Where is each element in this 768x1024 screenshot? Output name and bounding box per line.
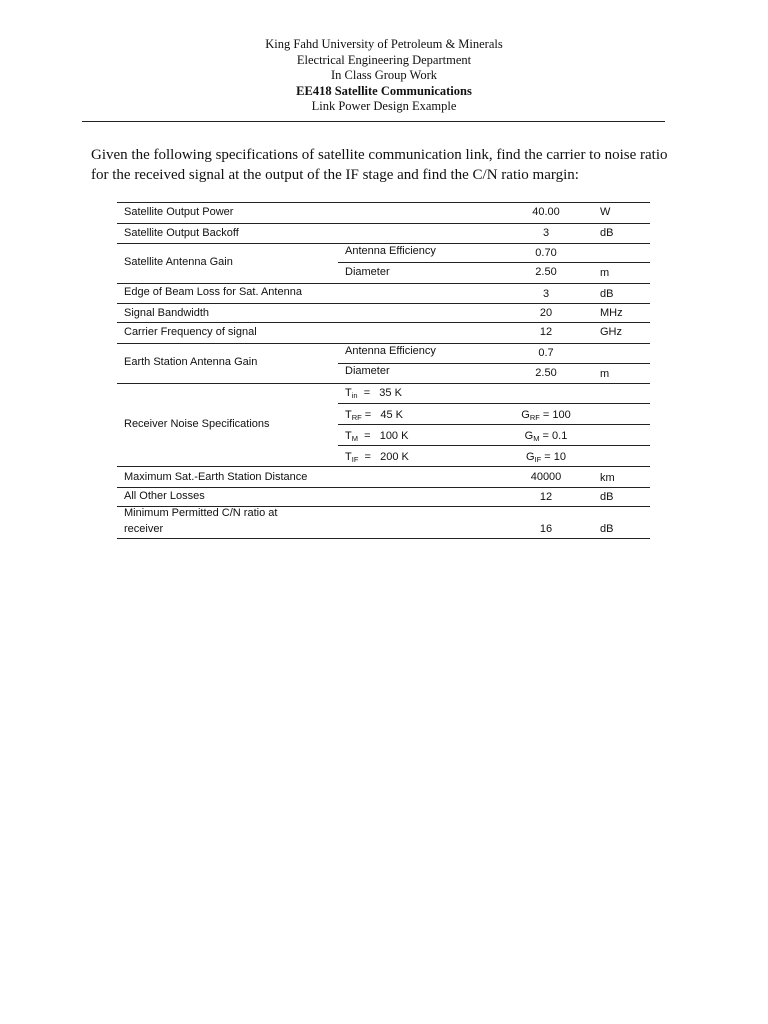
table-rule xyxy=(338,403,650,404)
spec-sublabel: Antenna Efficiency xyxy=(345,345,436,357)
course-title: EE418 Satellite Communications xyxy=(296,83,472,98)
spec-label: Satellite Antenna Gain xyxy=(124,256,233,268)
table-rule xyxy=(338,424,650,425)
spec-value: 40.00 xyxy=(532,206,560,218)
table-rule xyxy=(117,303,650,304)
spec-unit: MHz xyxy=(600,307,623,319)
header-divider xyxy=(82,121,665,122)
spec-label: Edge of Beam Loss for Sat. Antenna xyxy=(124,286,302,298)
spec-value: 3 xyxy=(542,288,550,300)
table-rule xyxy=(117,383,650,384)
gain-rf: $G_{RF} = 100$ xyxy=(521,409,571,422)
noise-temp-in: $T_{in} = 35$ K xyxy=(345,387,402,400)
topic-title: Link Power Design Example xyxy=(311,99,457,113)
document-header xyxy=(0,37,768,115)
gain-if: $G_{IF} = 10$ xyxy=(525,451,566,464)
table-rule xyxy=(117,322,650,323)
spec-value: 40000 xyxy=(530,471,562,483)
spec-unit: dB xyxy=(600,491,614,503)
spec-label: Signal Bandwidth xyxy=(124,307,210,319)
noise-temp-mixer: $T_M = 100$ K xyxy=(345,430,409,443)
table-rule xyxy=(338,262,650,263)
spec-label: Receiver Noise Specifications xyxy=(124,418,270,430)
spec-label: Earth Station Antenna Gain xyxy=(124,356,258,368)
spec-value: 12 xyxy=(539,491,553,503)
spec-value: 0.7 xyxy=(538,347,554,359)
table-rule xyxy=(117,538,650,539)
spec-value: 2.50 xyxy=(535,266,557,278)
spec-label-line1: Minimum Permitted C/N ratio at xyxy=(124,507,278,519)
spec-unit: km xyxy=(600,472,615,484)
spec-value: 0.70 xyxy=(535,247,557,259)
spec-value: 20 xyxy=(539,307,553,319)
table-rule xyxy=(117,283,650,284)
spec-sublabel: Diameter xyxy=(345,266,390,278)
spec-label: All Other Losses xyxy=(124,490,205,502)
spec-value: 12 xyxy=(539,326,553,338)
spec-sublabel: Antenna Efficiency xyxy=(345,245,436,257)
spec-unit: m xyxy=(600,368,610,380)
spec-unit: W xyxy=(600,206,611,218)
table-rule xyxy=(338,445,650,446)
noise-temp-rf: $T_{RF} = 45$ K xyxy=(345,409,404,422)
table-rule xyxy=(117,466,650,467)
problem-statement: Given the following specifications of satellite communication link, find the carrier to noise ratio for the received signal at the output of the IF stage and find the C/N ratio margin: xyxy=(91,147,668,183)
table-rule xyxy=(117,343,650,344)
spec-unit: dB xyxy=(600,288,614,300)
university-name: King Fahd University of Petroleum & Minerals xyxy=(265,37,503,51)
spec-unit: GHz xyxy=(600,326,622,338)
table-rule xyxy=(117,487,650,488)
spec-value: 3 xyxy=(542,227,550,239)
table-rule xyxy=(338,363,650,364)
noise-temp-if: $T_{IF} = 200$ K xyxy=(345,451,409,464)
table-rule xyxy=(117,202,650,203)
spec-label-line2: receiver xyxy=(124,523,164,535)
spec-unit: dB xyxy=(600,523,614,535)
table-rule xyxy=(117,243,650,244)
table-rule xyxy=(117,223,650,224)
spec-sublabel: Diameter xyxy=(345,365,390,377)
gain-mixer: $G_M = 0.1$ xyxy=(524,430,568,443)
spec-value: 16 xyxy=(539,523,553,535)
department-name: Electrical Engineering Department xyxy=(296,52,472,67)
spec-label: Satellite Output Power xyxy=(124,206,234,218)
spec-label: Satellite Output Backoff xyxy=(124,227,239,239)
spec-unit: m xyxy=(600,267,610,279)
spec-label: Carrier Frequency of signal xyxy=(124,326,257,338)
spec-unit: dB xyxy=(600,227,614,239)
activity-type: In Class Group Work xyxy=(330,68,438,82)
spec-label: Maximum Sat.-Earth Station Distance xyxy=(124,471,308,483)
spec-value: 2.50 xyxy=(535,367,557,379)
